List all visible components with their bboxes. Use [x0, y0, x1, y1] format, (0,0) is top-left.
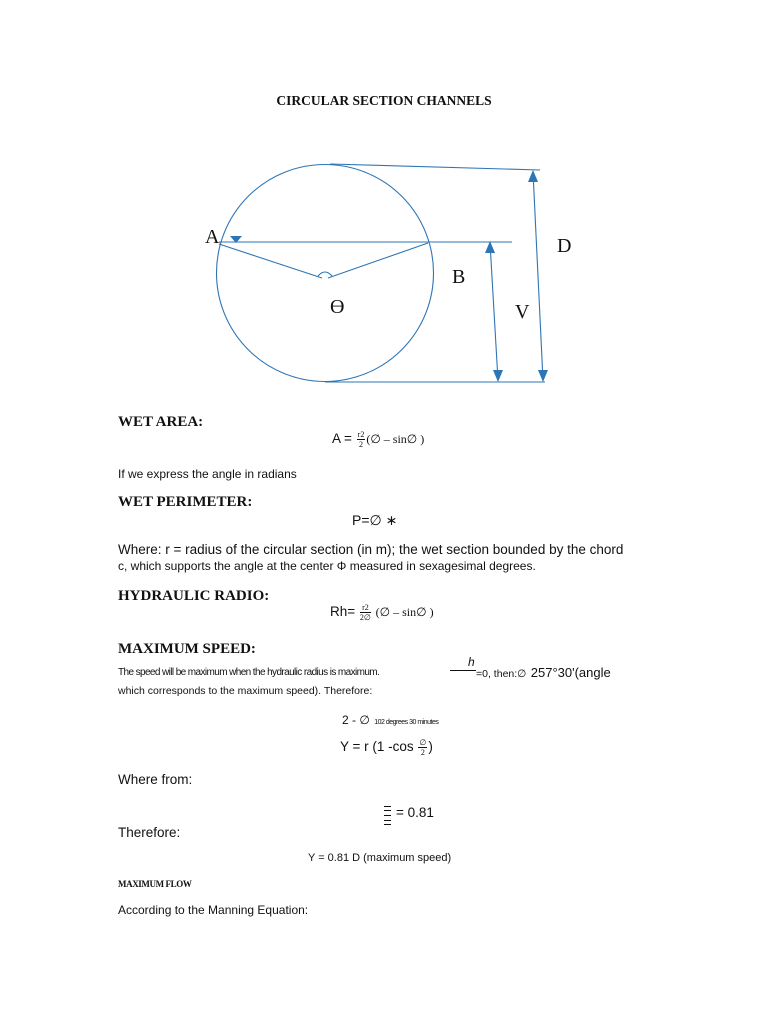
- y-formula-fraction: [418, 738, 427, 757]
- label-theta: ϴ: [330, 296, 345, 318]
- v-arrow-top: [485, 241, 495, 253]
- hydraulic-radio-rhs: (∅ – sin∅ ): [375, 605, 434, 620]
- y-frac-den: 2: [420, 748, 425, 757]
- wet-area-frac-den: 2: [359, 440, 363, 449]
- max-speed-line1-right: [476, 664, 611, 682]
- d-arrow-top: [528, 170, 538, 182]
- radius-left-line: [219, 244, 322, 278]
- angle-formula-main: 2 - ∅: [342, 713, 370, 727]
- wet-area-rhs: (∅ – sin∅ ): [366, 432, 425, 447]
- y-formula-lhs: Y = r (1 -cos: [340, 739, 414, 755]
- h-label: h: [468, 655, 475, 669]
- d-arrow-bottom: [538, 370, 548, 382]
- diagram-geometry: [217, 164, 546, 382]
- circular-channel-diagram: [0, 0, 768, 400]
- derivative-bar: [450, 670, 476, 671]
- max-speed-line2: which corresponds to the maximum speed). Therefore:: [118, 685, 373, 697]
- top-tangent-line: [330, 164, 540, 170]
- angle-formula-small: 102 degrees 30 minutes: [374, 719, 439, 726]
- ratio-value: = 0.81: [396, 805, 434, 820]
- wet-area-formula: [332, 430, 424, 449]
- hydraulic-radio-heading: HYDRAULIC RADIO:: [118, 588, 270, 604]
- label-b: B: [452, 266, 466, 288]
- v-arrow-bottom: [493, 370, 503, 382]
- therefore-text: Therefore:: [118, 825, 181, 840]
- y-formula-rhs: ): [428, 739, 433, 755]
- hydraulic-radio-fraction: [360, 603, 371, 622]
- radius-right-line: [328, 243, 428, 278]
- depth-dimension-line: [490, 243, 498, 380]
- wet-area-frac-num: r2: [357, 430, 365, 439]
- max-speed-then-small: =0, then:∅: [476, 668, 527, 680]
- hydraulic-radio-frac-den: 2∅: [359, 613, 371, 622]
- hydraulic-radio-frac-num: r2: [360, 603, 371, 613]
- max-speed-angle-large: 257°30'(angle: [530, 665, 611, 680]
- manning-equation-text: According to the Manning Equation:: [118, 903, 309, 917]
- label-v: V: [515, 301, 530, 323]
- y-frac-num: ∅: [419, 738, 427, 747]
- channel-circle: [217, 165, 434, 382]
- max-speed-line1-left: The speed will be maximum when the hydraulic radius is maximum.: [118, 667, 380, 678]
- where-from-text: Where from:: [118, 772, 193, 787]
- ratio-fraction-glyph: [384, 804, 392, 826]
- maximum-speed-heading: MAXIMUM SPEED:: [118, 641, 256, 657]
- label-a: A: [205, 226, 220, 248]
- angle-arc: [318, 272, 332, 276]
- wet-area-fraction: [357, 430, 366, 449]
- wet-perimeter-formula: P=∅ ∗: [352, 512, 398, 528]
- wet-perimeter-where-line2: c, which supports the angle at the center Φ measured in sexagesimal degrees.: [118, 559, 536, 573]
- wet-perimeter-where-line1: Where: r = radius of the circular section (in m); the wet section bounded by the chord: [118, 542, 624, 557]
- hydraulic-radio-formula: [330, 603, 434, 622]
- wet-perimeter-heading: WET PERIMETER:: [118, 494, 253, 510]
- diameter-dimension-line: [533, 172, 543, 380]
- wet-area-heading: WET AREA:: [118, 414, 204, 430]
- arrowheads: [230, 170, 548, 382]
- y-formula: [340, 738, 433, 757]
- maximum-flow-heading: MAXIMUM FLOW: [118, 879, 192, 889]
- angle-formula: [342, 711, 438, 729]
- radians-note: If we express the angle in radians: [118, 467, 297, 481]
- label-d: D: [557, 235, 572, 257]
- max-speed-result: Y = 0.81 D (maximum speed): [308, 852, 452, 864]
- page-title: CIRCULAR SECTION CHANNELS: [276, 93, 492, 108]
- hydraulic-radio-lhs: Rh=: [330, 604, 356, 620]
- wet-area-lhs: A =: [332, 431, 352, 447]
